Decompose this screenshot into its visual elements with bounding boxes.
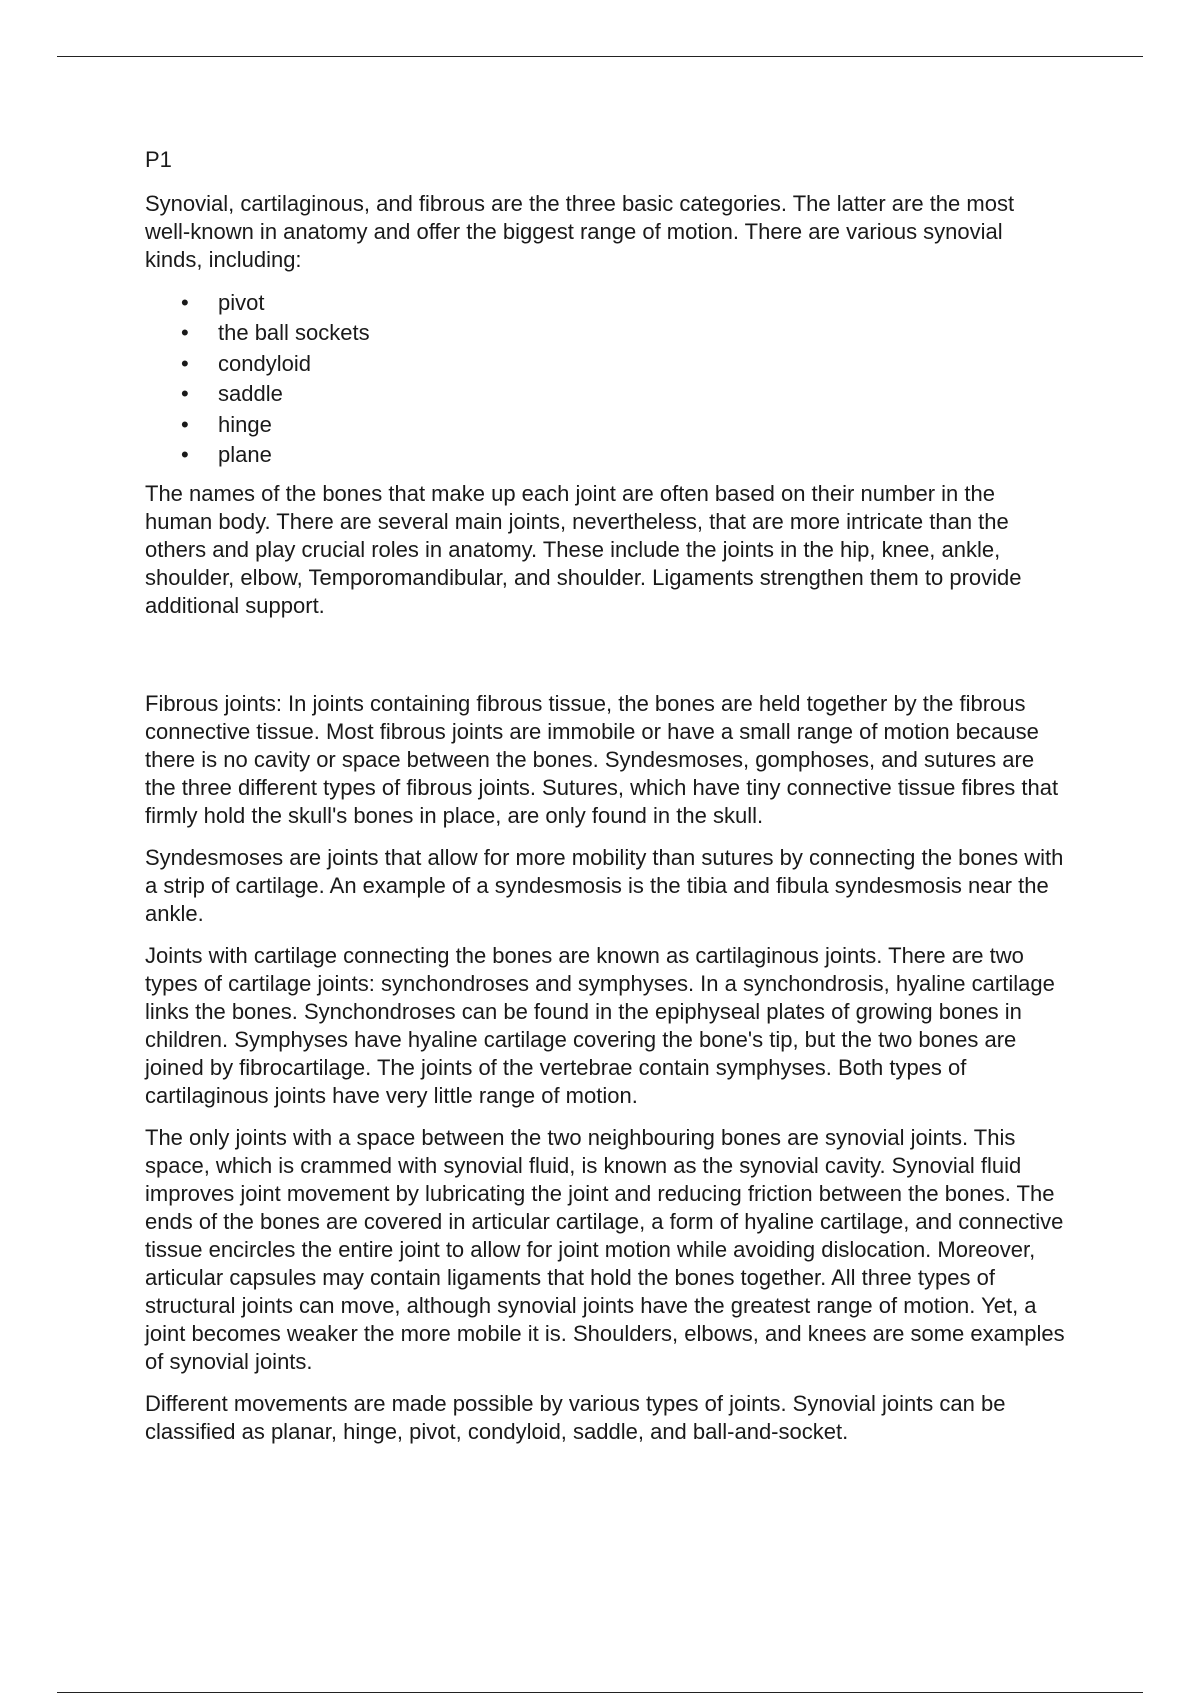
section-spacer (145, 634, 1065, 690)
bullet-icon: • (181, 442, 189, 468)
page-heading: P1 (145, 147, 172, 172)
bottom-rule (57, 1692, 1143, 1693)
list-item-label: condyloid (218, 350, 311, 376)
joint-names-paragraph: The names of the bones that make up each joint are often based on their number in the human body. There are several main joints, nevertheless, that are more intricate than the others and play crucial roles in anatomy. These include the joints in the hip, knee, ankle, shoulder, elbow, Temporomandibular, and shoulder. Ligaments strengthen them to provide additional support. (145, 481, 1022, 619)
bullet-icon: • (181, 381, 189, 407)
syndesmoses-paragraph: Syndesmoses are joints that allow for more mobility than sutures by connecting the bones with a strip of cartilage. An example of a syndesmosis is the tibia and fibula syndesmosis near the ankle. (145, 845, 1064, 927)
bullet-icon: • (181, 350, 189, 376)
list-item-label: saddle (218, 381, 283, 407)
list-item (145, 288, 1065, 318)
document-body (145, 146, 1065, 1460)
list-item (145, 410, 1065, 440)
joint-types-list (145, 288, 1065, 470)
bullet-icon: • (181, 411, 189, 437)
bullet-icon: • (181, 320, 189, 346)
list-item-label: pivot (218, 290, 265, 315)
intro-paragraph: Synovial, cartilaginous, and fibrous are the three basic categories. The latter are the most well-known in anatomy and offer the biggest range of motion. There are various synovial kinds, including: (145, 191, 1015, 272)
cartilaginous-joints-paragraph: Joints with cartilage connecting the bones are known as cartilaginous joints. There are two types of cartilage joints: synchondroses and symphyses. In a synchondrosis, hyaline cartilage links the bones. Synchondroses can be found in the epiphyseal plates of growing bones in children. Symphyses have hyaline cartilage covering the bone's tip, but the two bones are joined by fibrocartilage. The joints of the vertebrae contain symphyses. Both types of cartilaginous joints have very little range of motion. (145, 943, 1055, 1109)
bullet-icon: • (181, 290, 189, 315)
fibrous-joints-paragraph: Fibrous joints: In joints containing fibrous tissue, the bones are held together by the fibrous connective tissue. Most fibrous joints are immobile or have a small range of motion because there is no cavity or space between the bones. Syndesmoses, gomphoses, and sutures are the three different types of fibrous joints. Sutures, which have tiny connective tissue fibres that firmly hold the skull's bones in place, are only found in the skull. (145, 691, 1059, 829)
list-item-label: plane (218, 442, 272, 468)
top-rule (57, 56, 1143, 57)
list-item (145, 379, 1065, 409)
list-item (145, 318, 1065, 348)
joint-movements-paragraph: Different movements are made possible by various types of joints. Synovial joints can be classified as planar, hinge, pivot, condyloid, saddle, and ball-and-socket. (145, 1391, 1006, 1445)
list-item (145, 440, 1065, 470)
list-item-label: hinge (218, 411, 272, 437)
list-item (145, 349, 1065, 379)
list-item-label: the ball sockets (218, 320, 370, 346)
synovial-joints-paragraph: The only joints with a space between the two neighbouring bones are synovial joints. This space, which is crammed with synovial fluid, is known as the synovial cavity. Synovial fluid improves joint movement by lubricating the joint and reducing friction between the bones. The ends of the bones are covered in articular cartilage, a form of hyaline cartilage, and connective tissue encircles the entire joint to allow for joint motion while avoiding dislocation. Moreover, articular capsules may contain ligaments that hold the bones together. All three types of structural joints can move, although synovial joints have the greatest range of motion. Yet, a joint becomes weaker the more mobile it is. Shoulders, elbows, and knees are some examples of synovial joints. (145, 1125, 1065, 1375)
